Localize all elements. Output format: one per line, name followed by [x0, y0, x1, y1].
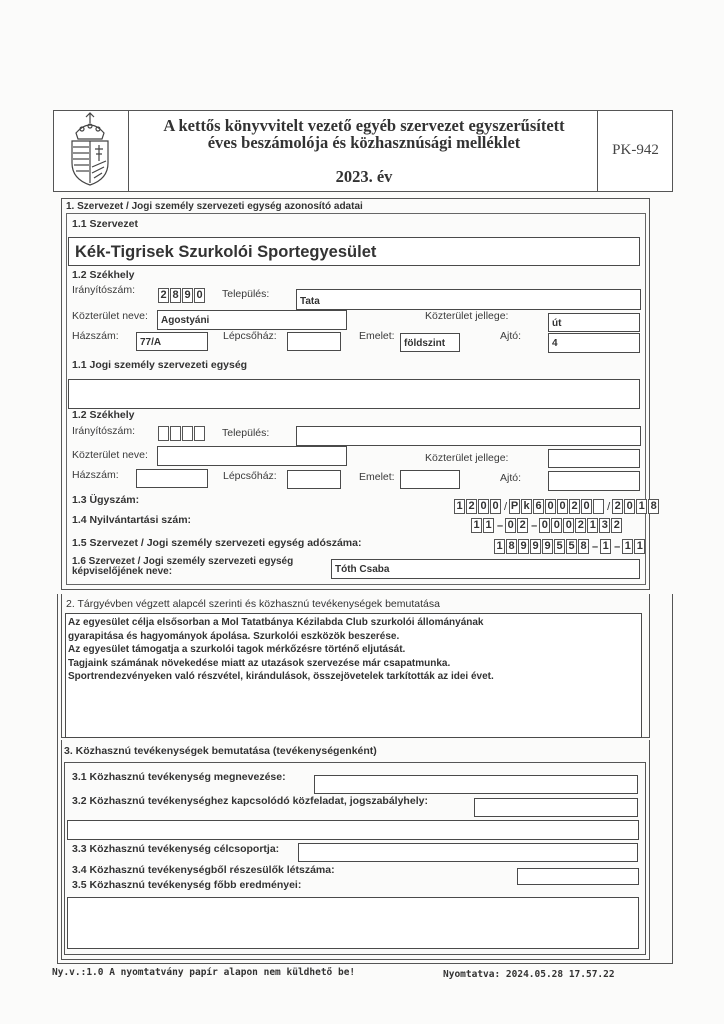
unit-city-field[interactable] — [296, 426, 641, 446]
dash: – — [497, 519, 504, 532]
zip-digit: 9 — [182, 288, 193, 303]
tax-digit: 9 — [542, 539, 553, 554]
unit-door-label: Ajtó: — [500, 472, 522, 484]
registry-digit: 3 — [599, 518, 610, 533]
unit-street-field[interactable] — [157, 446, 347, 466]
beneficiaries-label: 3.4 Közhasznú tevékenységből részesülők létszáma: — [72, 864, 335, 876]
form-title-line1: A kettős könyvvitelt vezető egyéb szervezet egyszerűsített — [163, 116, 565, 135]
floor-label: Emelet: — [359, 330, 395, 342]
case-digit: 0 — [478, 499, 489, 514]
floor-value: földszint — [404, 338, 446, 349]
unit-zip-field[interactable] — [158, 426, 206, 441]
seat-label: 1.2 Székhely — [72, 269, 135, 281]
beneficiaries-value — [518, 869, 638, 875]
unit-name-field[interactable] — [68, 379, 640, 409]
representative-value: Tóth Csaba — [335, 564, 390, 575]
public-task-value — [475, 799, 637, 805]
unit-name-value — [69, 380, 639, 386]
results-value — [68, 898, 638, 904]
unit-city-label: Település: — [222, 427, 270, 439]
unit-label: 1.1 Jogi személy szervezeti egység — [72, 359, 248, 371]
unit-floor-value — [401, 471, 459, 477]
case-number-field[interactable] — [454, 499, 660, 514]
zip-field[interactable] — [158, 288, 206, 303]
org-name-field[interactable] — [68, 237, 640, 266]
representative-label-line1: 1.6 Szervezet / Jogi személy szervezeti egység — [72, 556, 294, 567]
header-divider-left — [128, 110, 129, 192]
case-number-label: 1.3 Ügyszám: — [72, 494, 140, 506]
section2-title: 2. Tárgyévben végzett alapcél szerinti és közhasznú tevékenységek bemutatása — [66, 598, 440, 610]
case-digit: 2 — [466, 499, 477, 514]
city-field[interactable] — [296, 289, 641, 310]
org-name-value: Kék-Tigrisek Szurkolói Sportegyesület — [75, 243, 377, 261]
activity-line: gyarapitása és hagyományok ápolása. Szurkolói eszközök beszerése. — [68, 630, 400, 642]
beneficiaries-field[interactable] — [517, 868, 639, 885]
activity-line: Az egyesület célja elsősorban a Mol Tatatbánya Kézilabda Club szurkolói állományának — [68, 617, 484, 628]
case-digit: k — [521, 499, 532, 514]
representative-field[interactable] — [331, 559, 640, 579]
activity-line: Sportrendezvényeken való részvétel, kirándulások, összejövetelek tarkították az idei évet. — [68, 671, 494, 682]
public-task-extra-field[interactable] — [67, 820, 639, 840]
stair-field[interactable] — [287, 332, 341, 351]
zip-label: Irányítószám: — [72, 284, 136, 296]
registry-digit: 0 — [539, 518, 550, 533]
zip-digit: 0 — [194, 288, 205, 303]
unit-door-value — [549, 472, 639, 478]
zip-digit: 8 — [170, 288, 181, 303]
case-digit: 6 — [533, 499, 544, 514]
floor-field[interactable] — [400, 333, 460, 352]
form-code: PK-942 — [612, 142, 659, 158]
slash: / — [607, 500, 611, 513]
registry-number-field[interactable] — [471, 518, 623, 533]
section3-title: 3. Közhasznú tevékenységek bemutatása (tevékenységenként) — [64, 745, 377, 757]
zip-digit: 2 — [158, 288, 169, 303]
street-label: Közterület neve: — [72, 310, 148, 322]
zip-digit — [158, 426, 169, 441]
case-digit: 0 — [490, 499, 501, 514]
slash: / — [504, 500, 508, 513]
target-group-value — [299, 844, 637, 850]
registry-digit: 2 — [575, 518, 586, 533]
activity-name-value — [315, 776, 637, 782]
tax-digit: 8 — [578, 539, 589, 554]
case-digit: 0 — [581, 499, 592, 514]
representative-label-line2: képviselőjének neve: — [72, 566, 173, 577]
section1-title: 1. Szervezet / Jogi személy szervezeti egység azonosító adatai — [66, 201, 363, 212]
registry-digit: 0 — [505, 518, 516, 533]
street-type-label: Közterület jellege: — [425, 310, 509, 322]
door-label: Ajtó: — [500, 330, 522, 342]
tax-digit: 1 — [634, 539, 645, 554]
registry-digit: 1 — [471, 518, 482, 533]
tax-digit: 1 — [622, 539, 633, 554]
footer-disclaimer: Ny.v.:1.0 A nyomtatvány papír alapon nem küldhető be! — [52, 967, 356, 978]
unit-house-field[interactable] — [136, 469, 208, 488]
unit-house-value — [137, 470, 207, 476]
tax-digit: 9 — [518, 539, 529, 554]
case-digit — [593, 499, 604, 514]
activity-name-label: 3.1 Közhasznú tevékenység megnevezése: — [72, 771, 286, 783]
org-label: 1.1 Szervezet — [72, 218, 138, 230]
house-label: Házszám: — [72, 330, 119, 342]
public-task-field[interactable] — [474, 798, 638, 817]
door-value: 4 — [552, 338, 558, 349]
tax-digit: 8 — [506, 539, 517, 554]
registry-digit: 1 — [483, 518, 494, 533]
results-textarea[interactable] — [67, 897, 639, 949]
registry-digit: 0 — [551, 518, 562, 533]
registry-digit: 2 — [611, 518, 622, 533]
house-value: 77/A — [140, 337, 162, 348]
form-year: 2023. év — [335, 167, 393, 186]
dash: – — [614, 540, 621, 553]
unit-floor-field[interactable] — [400, 470, 460, 489]
tax-digit: 1 — [494, 539, 505, 554]
unit-street-type-label: Közterület jellege: — [425, 452, 509, 464]
tax-digit: 5 — [566, 539, 577, 554]
public-task-label: 3.2 Közhasznú tevékenységhez kapcsolódó közfeladat, jogszabályhely: — [72, 795, 428, 807]
case-digit: 0 — [624, 499, 635, 514]
unit-door-field[interactable] — [548, 471, 640, 491]
zip-digit — [182, 426, 193, 441]
unit-street-type-value — [549, 450, 639, 456]
unit-stair-field[interactable] — [287, 470, 341, 489]
target-group-field[interactable] — [298, 843, 638, 862]
unit-stair-value — [288, 471, 340, 477]
footer-print-date: Nyomtatva: 2024.05.28 17.57.22 — [443, 969, 615, 980]
registry-digit: 2 — [517, 518, 528, 533]
unit-city-value — [297, 427, 640, 433]
activity-name-field[interactable] — [314, 775, 638, 794]
registry-number-label: 1.4 Nyilvántartási szám: — [72, 514, 192, 526]
results-label: 3.5 Közhasznú tevékenység főbb eredményei: — [72, 879, 302, 891]
tax-number-field[interactable] — [494, 539, 646, 554]
activity-line: Az egyesület támogatja a szurkolói tagok mérkőzésre történő eljutását. — [68, 644, 406, 655]
activity-line: Tagjaink számának növekedése miatt az utazások szervezése már csapatmunka. — [68, 657, 451, 669]
tax-number-label: 1.5 Szervezet / Jogi személy szervezeti egység adószáma: — [72, 537, 362, 549]
unit-house-label: Házszám: — [72, 469, 119, 481]
unit-street-value — [158, 447, 346, 453]
city-label: Település: — [222, 288, 270, 300]
public-task-extra-value — [68, 821, 638, 827]
case-digit: 8 — [648, 499, 659, 514]
unit-zip-label: Irányítószám: — [72, 425, 136, 437]
street-value: Agostyáni — [161, 315, 210, 326]
form-title-line2: éves beszámolója és közhasznúsági melléklet — [207, 133, 521, 152]
tax-digit: 5 — [554, 539, 565, 554]
stair-label: Lépcsőház: — [223, 330, 277, 342]
target-group-label: 3.3 Közhasznú tevékenység célcsoportja: — [72, 843, 280, 855]
case-digit: 0 — [557, 499, 568, 514]
case-digit: P — [510, 500, 519, 512]
unit-street-label: Közterület neve: — [72, 449, 148, 461]
street-type-field[interactable] — [548, 313, 640, 332]
tax-digit: 1 — [600, 539, 611, 554]
zip-digit — [194, 426, 205, 441]
registry-digit: 0 — [563, 518, 574, 533]
dash: – — [592, 540, 599, 553]
registry-digit: 1 — [587, 518, 598, 533]
stair-value — [288, 333, 340, 339]
unit-floor-label: Emelet: — [359, 471, 395, 483]
door-field[interactable] — [548, 333, 640, 353]
case-digit: 2 — [612, 499, 623, 514]
street-type-value: út — [552, 318, 562, 329]
unit-stair-label: Lépcsőház: — [223, 470, 277, 482]
case-digit: 1 — [636, 499, 647, 514]
zip-digit — [170, 426, 181, 441]
case-digit: 1 — [454, 499, 465, 514]
case-digit: 2 — [569, 499, 580, 514]
tax-digit: 9 — [530, 539, 541, 554]
unit-street-type-field[interactable] — [548, 449, 640, 468]
city-value: Tata — [300, 296, 320, 307]
coat-of-arms-icon — [66, 111, 114, 189]
unit-seat-label: 1.2 Székhely — [72, 409, 135, 421]
street-field[interactable] — [157, 310, 347, 330]
house-field[interactable] — [136, 332, 208, 351]
dash: – — [531, 519, 538, 532]
case-digit: 0 — [545, 499, 556, 514]
